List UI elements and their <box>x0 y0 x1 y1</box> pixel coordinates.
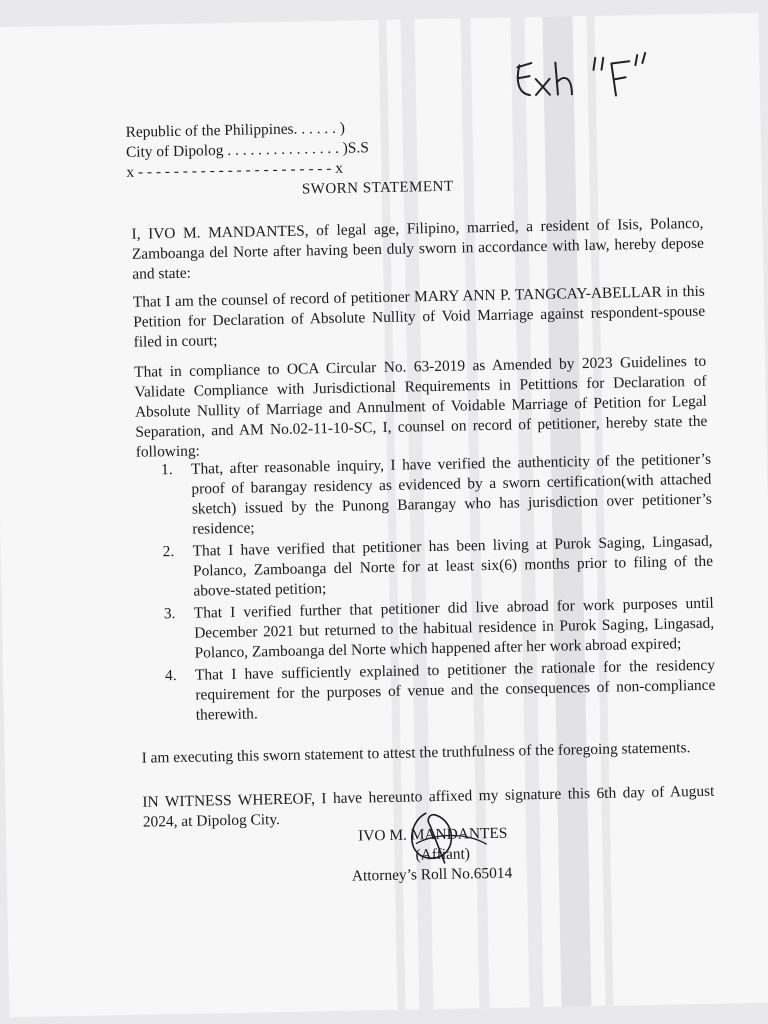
list-item-number: 1. <box>160 461 173 479</box>
list-item <box>161 450 712 541</box>
witness-paragraph: IN WITNESS WHEREOF, I have hereunto affixed my signature this 6th day of August 2024, at Dipolog City. <box>142 782 715 831</box>
statement-list <box>161 450 716 729</box>
list-item-text: That I verified further that petitioner did live abroad for work purposes until December 2021 but returned to the habitual residence in Purok Saging, Lingasad, Polanco, Zamboanga del Norte which happened after her work abroad expired; <box>193 594 715 662</box>
venue-line-city: City of Dipolog . . . . . . . . . . . . . . . )S.S <box>125 139 369 161</box>
signatory-role: (Affiant) <box>415 845 471 864</box>
list-item-number: 4. <box>164 667 177 685</box>
venue-caption <box>125 117 446 183</box>
venue-line-republic: Republic of the Philippines. . . . . . ) <box>125 119 346 141</box>
list-item-text: That I have verified that petitioner has been living at Purok Saging, Lingasad, Polanco, Zamboanga del Norte for at least six(6) months prior to filing of the above-stated petition; <box>192 532 714 600</box>
signatory-name: IVO M. MANDANTES <box>357 824 508 845</box>
intro-paragraph: I, IVO M. MANDANTES, of legal age, Filipino, married, a resident of Isis, Polanco, Zamboanga del Norte after having been duly sworn in accordance with law, hereby depose and state: <box>131 214 705 283</box>
list-item-text: That, after reasonable inquiry, I have verified the authenticity of the petitioner’s proof of barangay residency as evidenced by a sworn certification(with attached sketch) issued by the Punong Barangay who has jurisdiction over petitioner’s residence; <box>190 450 712 538</box>
list-item-number: 2. <box>162 543 175 561</box>
list-item <box>165 656 716 727</box>
document-title: SWORN STATEMENT <box>301 178 454 198</box>
venue-line-separator: x - - - - - - - - - - - - - - - - - - - - - - x <box>126 159 344 181</box>
counsel-paragraph: That I am the counsel of record of petitioner MARY ANN P. TANGCAY-ABELLAR in this Petition for Declaration of Absolute Nullity of Void Marriage against respondent-spouse filed in court; <box>132 282 706 351</box>
list-item-number: 3. <box>163 605 176 623</box>
document-page <box>0 13 768 1018</box>
document-content <box>0 13 768 1018</box>
list-item <box>164 594 715 665</box>
compliance-paragraph: That in compliance to OCA Circular No. 63-2019 as Amended by 2023 Guidelines to Validate Compliance with Jurisdictional Requirements in Petittions for Declaration of Absolute Nullity of Marriage and Annulment of Voidable Marriage of Petition for Legal Separation, and AM No.02-11-10-SC, I, counsel on record of petitioner, hereby state the following: <box>134 352 708 461</box>
list-item-text: That I have sufficiently explained to petitioner the rationale for the residency requirement for the purposes of venue and the consequences of non-compliance therewith. <box>194 656 716 724</box>
list-item <box>162 532 713 603</box>
exhibit-handwritten-mark <box>511 43 662 106</box>
executing-paragraph: I am executing this sworn statement to attest the truthfulness of the foregoing statements. <box>141 739 691 767</box>
signatory-roll-number: Attorney’s Roll No.65014 <box>351 864 513 885</box>
